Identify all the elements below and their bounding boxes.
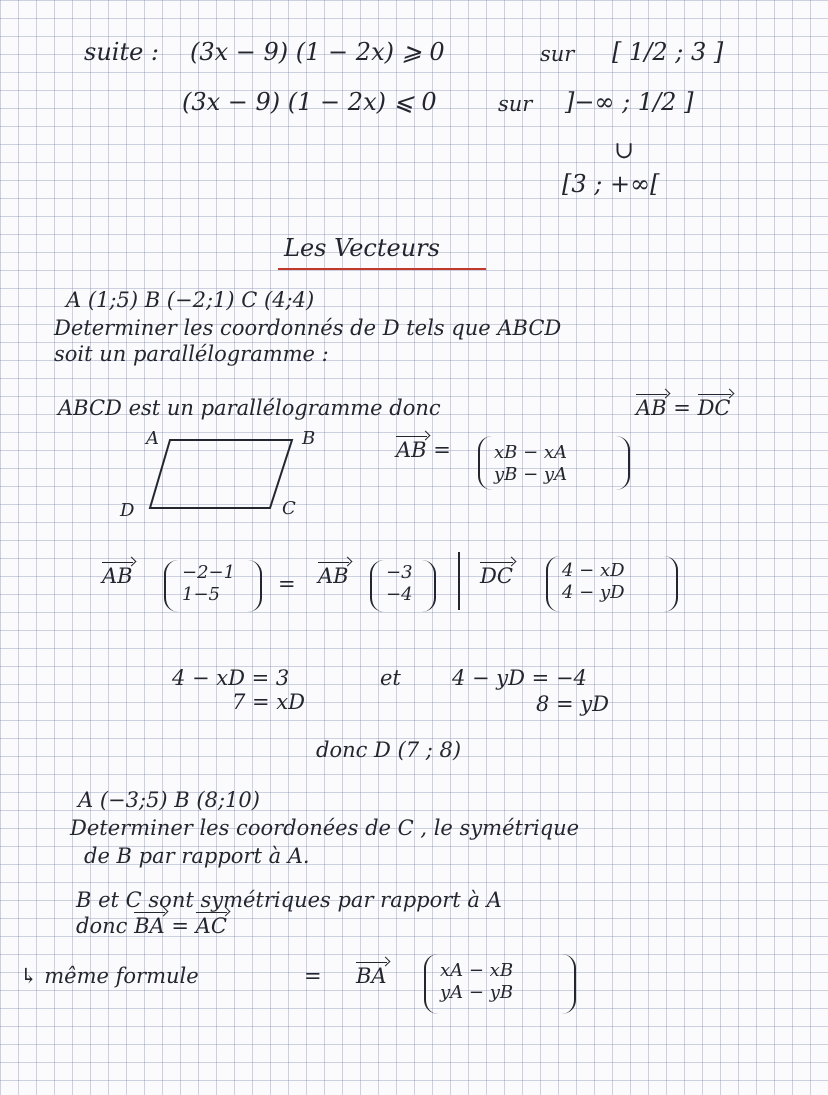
ex1-conclusion: donc D (7 ; 8) <box>316 738 462 762</box>
interval-1: [ 1/2 ; 3 ] <box>612 38 724 66</box>
union-symbol: ∪ <box>614 136 635 164</box>
ex2-reason-2: donc BA = AC <box>76 914 227 938</box>
section-title: Les Vecteurs <box>284 234 440 262</box>
et-word: et <box>380 666 401 690</box>
calc-ab-label: AB <box>102 564 133 588</box>
ex1-statement-2: soit un parallélogramme : <box>54 342 329 366</box>
ab-formula-column: xB − xA yB − yA <box>494 442 568 485</box>
fig-label-C: C <box>282 498 296 519</box>
inequality-2: (3x − 9) (1 − 2x) ⩽ 0 <box>182 88 437 116</box>
ex2-formula-column: xA − xB yA − yB <box>440 960 514 1003</box>
inequality-1: (3x − 9) (1 − 2x) ⩾ 0 <box>190 38 445 66</box>
interval-3: [3 ; +∞[ <box>562 170 660 198</box>
eq1-line2: 7 = xD <box>232 690 305 714</box>
ex1-points: A (1;5) B (−2;1) C (4;4) <box>66 288 315 312</box>
ex2-statement-2: de B par rapport à A. <box>84 844 310 868</box>
fig-label-B: B <box>302 428 316 449</box>
res-ab-column: −3 −4 <box>386 562 413 605</box>
ex1-reasoning: ABCD est un parallélogramme donc <box>58 396 441 420</box>
dc-label: DC <box>480 564 513 588</box>
ex2-points: A (−3;5) B (8;10) <box>78 788 260 812</box>
dc-column: 4 − xD 4 − yD <box>562 560 625 603</box>
ex2-formula-label: ↳ même formule <box>20 964 199 988</box>
ex1-reason-vectors <box>636 398 731 419</box>
fig-label-D: D <box>120 500 135 521</box>
eq2-line1: 4 − yD = −4 <box>452 666 587 690</box>
ab-formula-label: AB = <box>396 438 451 462</box>
fig-label-A: A <box>146 428 159 449</box>
ex1-statement-1: Determiner les coordonnés de D tels que ABCD <box>54 316 562 340</box>
title-underline <box>278 268 486 270</box>
separator-bar <box>458 552 460 610</box>
vec-DC: DC <box>697 396 731 420</box>
sur-1: sur <box>540 42 575 66</box>
ex2-formula-equals: = <box>304 964 322 988</box>
ex2-reason-1: B et C sont symétriques par rapport à A <box>76 888 502 912</box>
interval-2: ]−∞ ; 1/2 ] <box>565 88 694 116</box>
calc-equals: = <box>278 572 296 596</box>
eq2-line2: 8 = yD <box>536 692 610 716</box>
res-ab-label: AB <box>318 564 349 588</box>
equals-sign: = <box>673 396 691 420</box>
ex2-statement-1: Determiner les coordonées de C , le symétrique <box>70 816 580 840</box>
vec-AB: AB <box>636 396 667 420</box>
ex2-vec-BA: BA <box>356 964 387 988</box>
eq1-line1: 4 − xD = 3 <box>172 666 290 690</box>
sur-2: sur <box>498 92 533 116</box>
suite-label: suite : <box>84 38 160 66</box>
calc-ab-column: −2−1 1−5 <box>182 562 236 605</box>
